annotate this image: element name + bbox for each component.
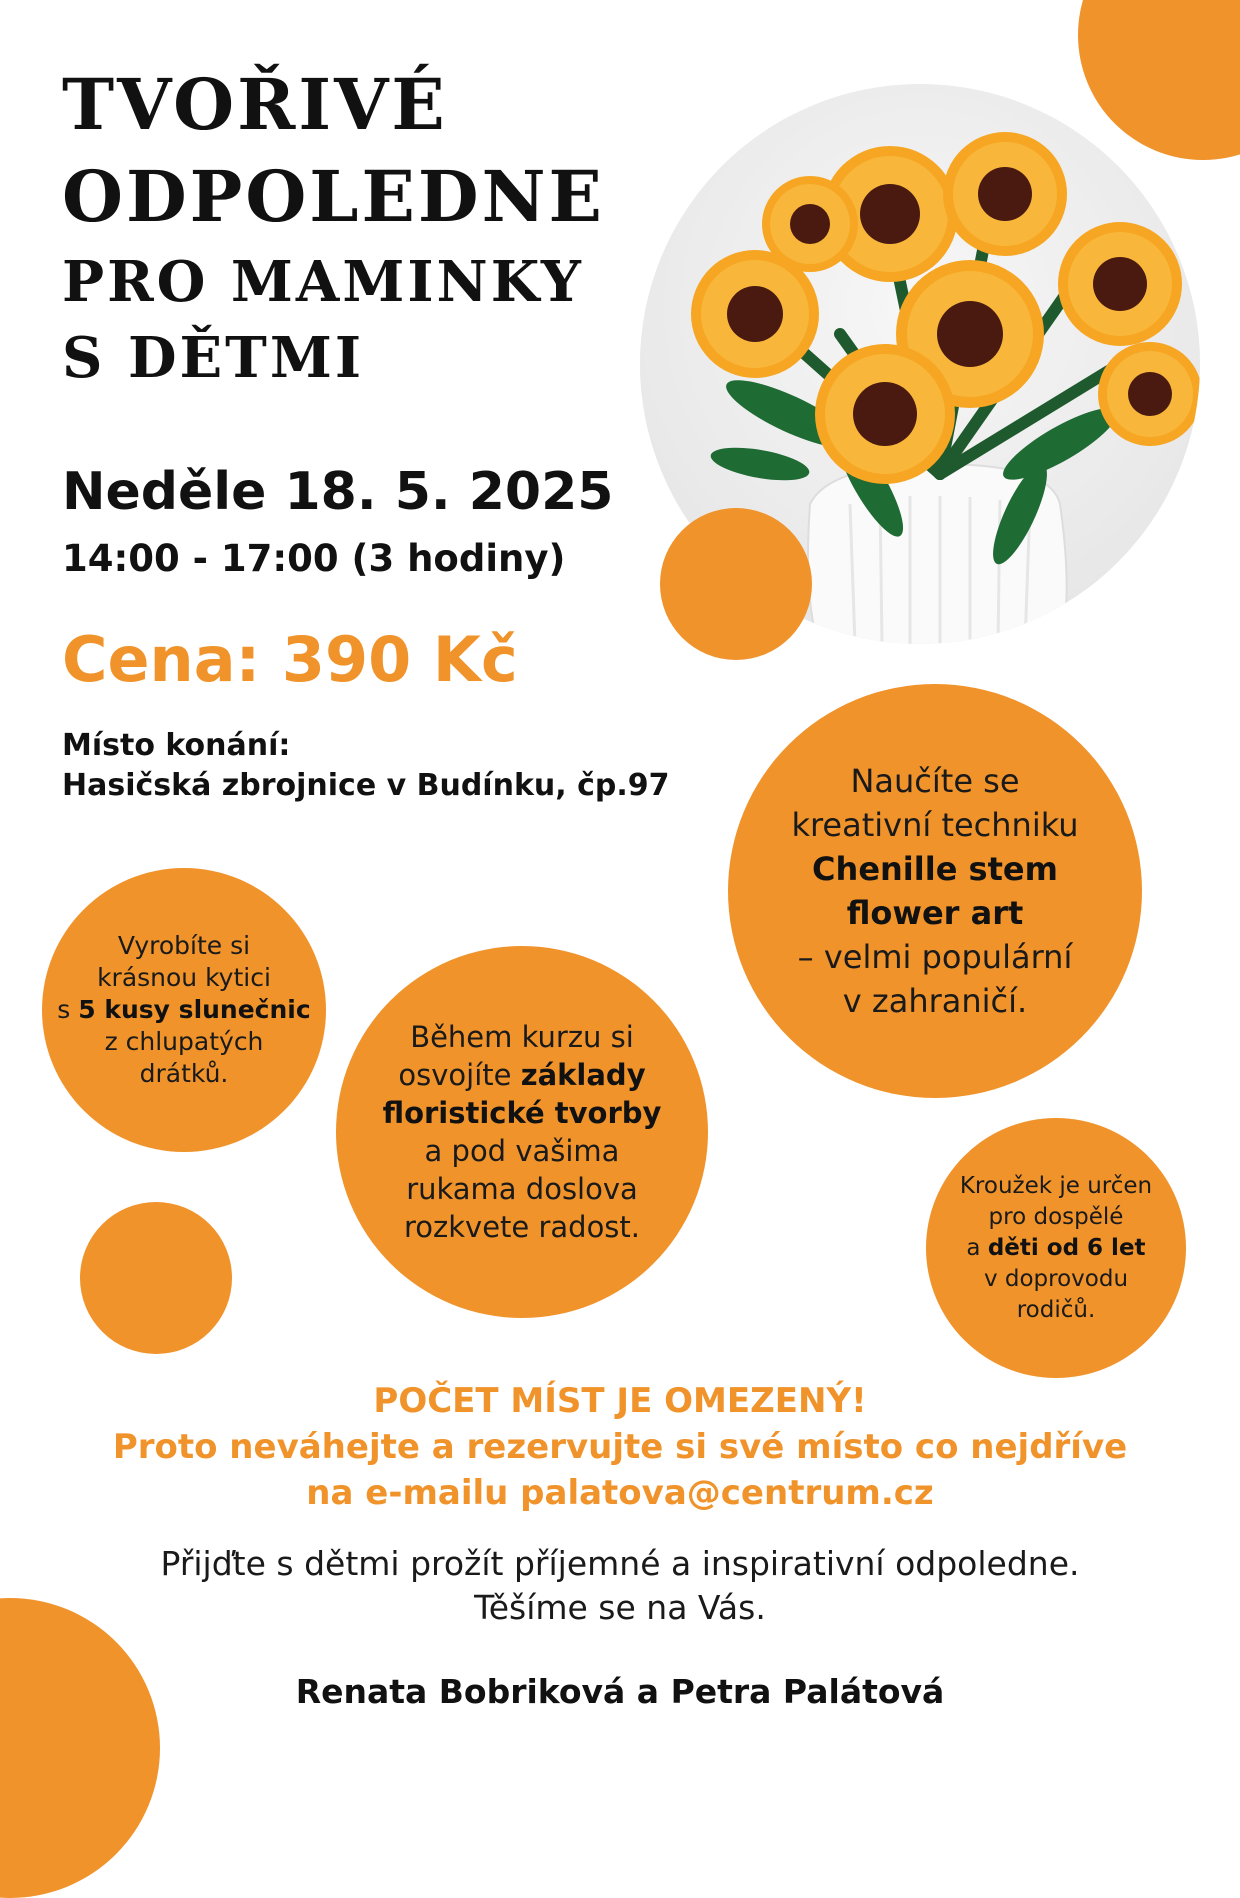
title-line-3: PRO MAMINKY — [62, 249, 584, 315]
technique-bold-1: Chenille stem — [812, 850, 1058, 888]
event-venue — [62, 726, 670, 806]
course-line-2-prefix: osvojíte — [398, 1058, 521, 1092]
course-line-3: a pod vašima — [424, 1134, 620, 1168]
audience-line-2: pro dospělé — [988, 1203, 1124, 1230]
audience-bold: děti od 6 let — [987, 1234, 1146, 1261]
bubble-audience — [926, 1118, 1186, 1378]
audience-line-3-prefix: a — [966, 1234, 988, 1261]
bubble-technique — [728, 684, 1142, 1098]
course-line-1: Během kurzu si — [410, 1020, 634, 1054]
course-bold-1: základy — [520, 1058, 646, 1092]
audience-line-1: Kroužek je určen — [959, 1172, 1153, 1199]
event-date: Neděle 18. 5. 2025 — [62, 462, 614, 522]
bouquet-line-2: krásnou kytici — [97, 963, 271, 992]
corner-circle-top-right — [1078, 0, 1240, 160]
audience-line-4: v doprovodu — [983, 1265, 1129, 1292]
course-line-5: rozkvete radost. — [403, 1210, 641, 1244]
event-time: 14:00 - 17:00 (3 hodiny) — [62, 537, 566, 580]
bouquet-line-5: drátků. — [139, 1059, 229, 1088]
venue-address: Hasičská zbrojnice v Budínku, čp.97 — [62, 768, 670, 803]
bouquet-bold: 5 kusy slunečnic — [78, 995, 311, 1024]
title-line-2: ODPOLEDNE — [62, 155, 605, 238]
technique-line-3: – velmi populární — [797, 938, 1073, 976]
bouquet-line-1: Vyrobíte si — [117, 931, 251, 960]
corner-circle-bottom-left — [0, 1598, 160, 1898]
technique-line-1: Naučíte se — [850, 762, 1020, 800]
notice-heading: POČET MÍST JE OMEZENÝ! — [373, 1381, 867, 1421]
signature: Renata Bobriková a Petra Palátová — [295, 1672, 945, 1711]
notice-line-2: Proto neváhejte a rezervujte si své místo co nejdříve — [112, 1427, 1128, 1467]
bouquet-line-3-prefix: s — [57, 995, 79, 1024]
venue-label: Místo konání: — [62, 728, 291, 763]
course-bold-2: floristické tvorby — [382, 1096, 662, 1130]
accent-circle-left — [80, 1202, 232, 1354]
audience-line-5: rodičů. — [1016, 1296, 1096, 1323]
technique-bold-2: flower art — [846, 894, 1024, 932]
title-line-4: S DĚTMI — [62, 325, 365, 391]
notice-email-line: na e-mailu palatova@centrum.cz — [306, 1473, 934, 1513]
closing-line-2: Těšíme se na Vás. — [474, 1588, 766, 1627]
title-line-1: TVOŘIVÉ — [62, 63, 448, 146]
event-price: Cena: 390 Kč — [62, 623, 518, 696]
closing-line-1: Přijďte s dětmi prožít příjemné a inspirativní odpoledne. — [160, 1544, 1080, 1583]
technique-line-2: kreativní techniku — [791, 806, 1079, 844]
course-line-4: rukama doslova — [406, 1172, 638, 1206]
technique-line-4: v zahraničí. — [842, 982, 1028, 1020]
bubble-bouquet — [42, 868, 326, 1152]
accent-circle-photo — [660, 508, 812, 660]
bubble-course — [336, 946, 708, 1318]
bouquet-line-4: z chlupatých — [104, 1027, 264, 1056]
